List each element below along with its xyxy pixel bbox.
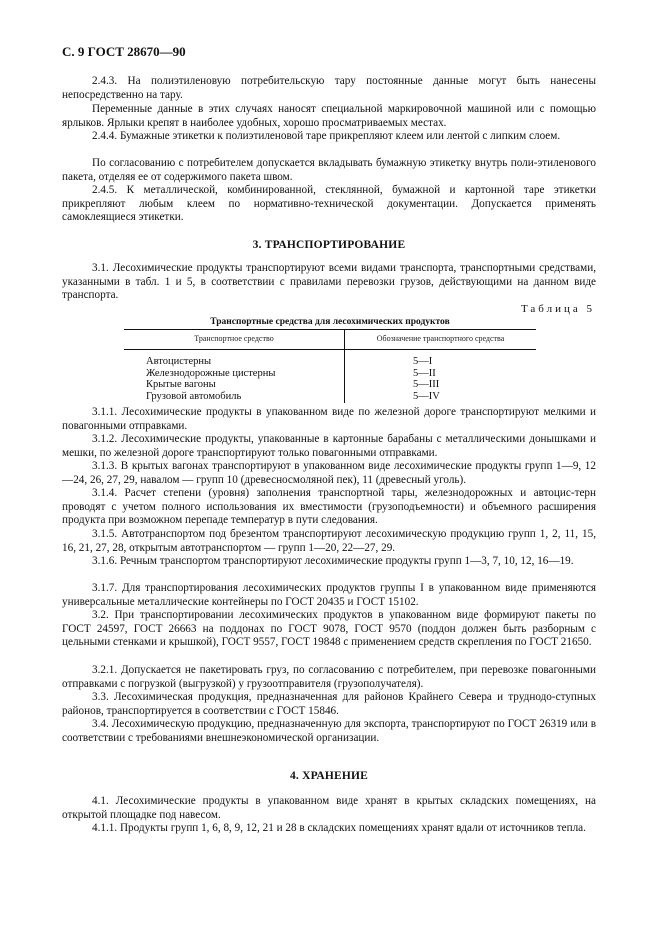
paragraph-3-1-2: 3.1.2. Лесохимические продукты, упакованные в картонные барабаны с металлическими донышками и мешки, по железной дороге транспортируют только повагонными отправками.: [62, 433, 596, 459]
paragraph-3-4: 3.4. Лесохимическую продукцию, предназначенную для экспорта, транспортируют по ГОСТ 26319 или в соответствии с требованиями внешнеэкономической организации.: [62, 718, 596, 744]
table-cell-code: 5—IV: [413, 390, 440, 402]
transport-table: [124, 329, 536, 403]
table-cell-vehicle: Крытые вагоны: [124, 379, 345, 391]
paragraph-3-1-6: 3.1.6. Речным транспортом транспортируют лесохимические продукты групп 1—3, 7, 10, 12, 16—19.: [92, 555, 574, 567]
paragraph-3-1-5: 3.1.5. Автотранспортом под брезентом транспортируют лесохимическую продукцию групп 1, 2, 11, 15, 16, 21, 27, 28, открытым автотранспортом — групп 1—20, 22—27, 29.: [62, 528, 596, 554]
paragraph-3-1-4: 3.1.4. Расчет степени (уровня) заполнения транспортной тары, железнодорожных и автоцис-терн проводят с учетом полного использования их вместимости (грузоподъемности) и объемного расширения продукта при возможном перепаде температур в пути следования.: [62, 487, 596, 527]
paragraph-4-1-1: 4.1.1. Продукты групп 1, 6, 8, 9, 12, 21 и 28 в складских помещениях хранят вдали от источников тепла.: [92, 822, 586, 834]
table-row: [124, 350, 536, 368]
table-cell-vehicle: Железнодорожные цистерны: [124, 368, 345, 380]
table-header-vehicle: Транспортное средство: [124, 330, 345, 350]
paragraph-2-4-3: 2.4.3. На полиэтиленовую потребительскую тару постоянные данные могут быть нанесены непосредственно на тару.: [62, 75, 596, 101]
paragraph-3-1: 3.1. Лесохимические продукты транспортируют всеми видами транспорта, транспортными средствами, указанными в табл. 1 и 5, в соответствии с правилами перевозки грузов, действующими на данном виде транспорта.: [62, 262, 596, 302]
section-title-storage: 4. ХРАНЕНИЕ: [289, 770, 369, 782]
paragraph-3-2-1: 3.2.1. Допускается не пакетировать груз, по согласованию с потребителем, при перевозке повагонными отправками с погрузкой (выгрузкой) у грузоотправителя (грузополучателя).: [62, 664, 596, 690]
table-caption: Транспортные средства для лесохимических продуктов: [210, 317, 450, 327]
paragraph-variable-data: Переменные данные в этих случаях наносят специальной маркировочной машиной или с помощью ярлыков. Ярлыки крепят в наиболее удобных, хорошо просматриваемых местах.: [62, 103, 596, 129]
table-cell-code: 5—II: [413, 367, 436, 379]
table-cell-vehicle: Автоцистерны: [124, 350, 345, 368]
paragraph-3-1-1: 3.1.1. Лесохимические продукты в упакованном виде по железной дороге транспортируют мелкими и повагонными отправками.: [62, 406, 596, 432]
table-row: [124, 379, 536, 391]
section-title-transport: 3. ТРАНСПОРТИРОВАНИЕ: [252, 239, 406, 251]
paragraph-3-1-7: 3.1.7. Для транспортирования лесохимических продуктов группы I в упакованном виде применяются универсальные металлические контейнеры по ГОСТ 20435 и ГОСТ 15102.: [62, 582, 596, 608]
table-label: Таблица 5: [520, 303, 595, 315]
table-cell-code: 5—III: [413, 379, 440, 390]
table-cell-vehicle: Грузовой автомобиль: [124, 391, 345, 404]
table-header-code: Обозначение транспортного средства: [345, 330, 537, 350]
paragraph-2-4-4: 2.4.4. Бумажные этикетки к полиэтиленовой таре прикрепляют клеем или лентой с липким слоем.: [92, 130, 561, 142]
paragraph-3-3: 3.3. Лесохимическая продукция, предназначенная для районов Крайнего Севера и труднодо-ступных районов, транспортируется в соответствии с ГОСТ 15846.: [62, 691, 596, 717]
table-row: [124, 391, 536, 404]
paragraph-paper-label: По согласованию с потребителем допускается вкладывать бумажную этикетку внутрь поли-этиленового пакета, отделяя ее от содержимого пакета швом.: [62, 157, 596, 183]
page-header: С. 9 ГОСТ 28670—90: [62, 44, 186, 59]
table-row: [124, 368, 536, 380]
paragraph-3-2: 3.2. При транспортировании лесохимических продуктов в упакованном виде формируют пакеты по ГОСТ 24597, ГОСТ 26663 на поддонах по ГОСТ 9078, ГОСТ 9570 (поддон должен быть разборным с цельными стенками и крышкой), ГОСТ 9557, ГОСТ 19848 с применением средств скрепления по ГОСТ 21650.: [62, 609, 596, 649]
table-cell-code: 5—I: [413, 356, 433, 367]
paragraph-4-1: 4.1. Лесохимические продукты в упакованном виде хранят в крытых складских помещениях, на открытой площадке под навесом.: [62, 795, 596, 821]
paragraph-3-1-3: 3.1.3. В крытых вагонах транспортируют в упакованном виде лесохимические продукты групп 1—9, 12—24, 26, 27, 29, навалом — групп 10 (древесносмоляной пек), 11 (древесный уголь).: [62, 460, 596, 486]
paragraph-2-4-5: 2.4.5. К металлической, комбинированной, стеклянной, бумажной и картонной таре этикетки прикрепляют любым клеем по нормативно-технической документации. Допускается применять самоклеящиеся этикетки.: [62, 184, 596, 224]
